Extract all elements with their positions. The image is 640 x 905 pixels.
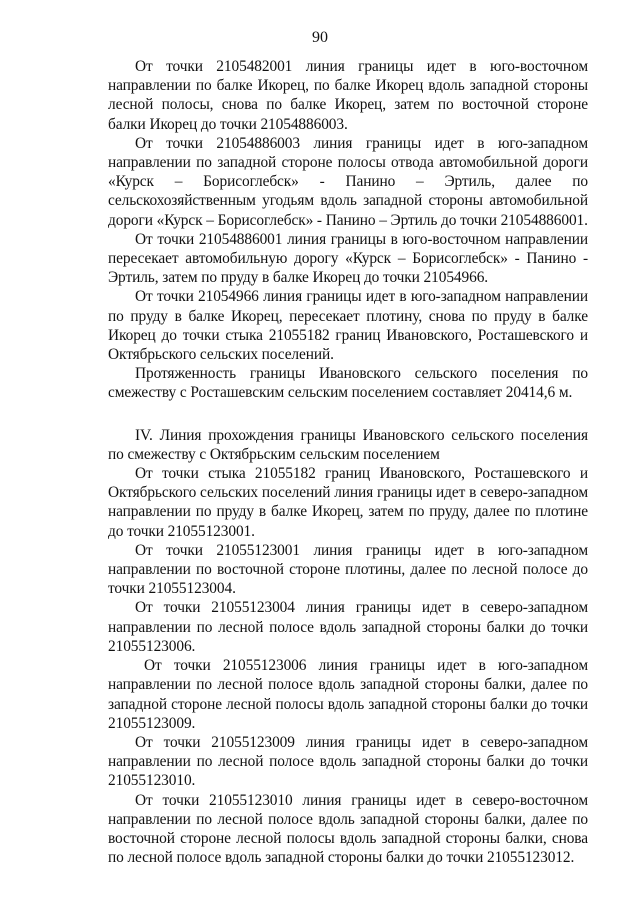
paragraph: От точки стыка 21055182 границ Ивановского, Росташевского и Октябрьского сельских поселений линия границы идет в северо-западном направлении по пруду в балке Икорец, затем по пруду, далее по плотине до точки 21055123001. <box>108 465 588 540</box>
paragraph: От точки 2105482001 линия границы идет в юго-восточном направлении по балке Икорец, по балке Икорец вдоль западной стороны лесной полосы, снова по балке Икорец, затем по восточной стороне балки Икорец до точки 21054886003. <box>108 58 588 133</box>
paragraph: От точки 21055123004 линия границы идет в северо-западном направлении по лесной полосе вдоль западной стороны балки до точки 21055123006. <box>108 599 588 655</box>
paragraph: От точки 21055123009 линия границы идет в северо-западном направлении по лесной полосе вдоль западной стороны балки до точки 21055123010. <box>108 733 588 790</box>
section-heading: IV. Линия прохождения границы Ивановского сельского поселения по смежеству с Октябрьским сельским поселением <box>108 426 588 463</box>
paragraph: От точки 21055123001 линия границы идет в юго-западном направлении по восточной стороне плотины, далее по лесной полосе до точки 21055123004. <box>108 541 588 598</box>
document-body <box>108 57 588 867</box>
page-number: 90 <box>312 29 328 46</box>
paragraph: От точки 21054886001 линия границы в юго-восточном направлении пересекает автомобильную дорогу «Курск – Борисоглебск» - Панино - Эртиль, затем по пруду в балке Икорец до точки 21054966. <box>108 230 588 287</box>
paragraph: От точки 21055123006 линия границы идет в юго-западном направлении по лесной полосе вдоль западной стороны балки, далее по западной стороне лесной полосы вдоль западной стороны балки до точки 21055123009. <box>108 657 588 732</box>
paragraph: От точки 21055123010 линия границы идет в северо-восточном направлении по лесной полосе вдоль западной стороны балки, далее по восточной стороне лесной полосы вдоль западной стороны балки, снова по лесной полосе вдоль западной стороны балки до точки 21055123012. <box>108 791 588 867</box>
paragraph: От точки 21054966 линия границы идет в юго-западном направлении по пруду в балке Икорец, пересекает плотину, снова по пруду в балке Икорец до точки стыка 21055182 границ Ивановского, Росташевского и Октябрьского сельских поселений. <box>108 288 588 364</box>
paragraph: От точки 21054886003 линия границы идет в юго-западном направлении по западной стороне полосы отвода автомобильной дороги «Курск – Борисоглебск» - Панино – Эртиль, далее по сельскохозяйственным угодьям вдоль западной стороны автомобильной дороги «Курск – Борисоглебск» - Панино – Эртиль до точки 21054886001. <box>108 134 588 229</box>
paragraph: Протяженность границы Ивановского сельского поселения по смежеству с Росташевским сельским поселением составляет 20414,6 м. <box>108 365 588 402</box>
